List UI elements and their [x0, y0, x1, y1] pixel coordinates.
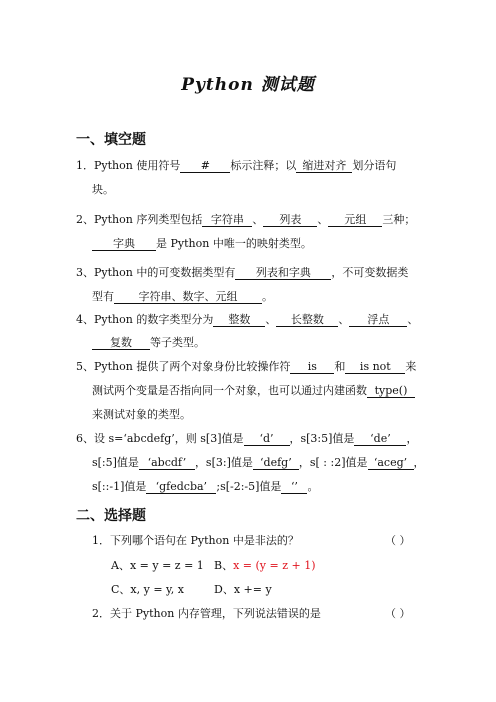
question-4-line-1: 4、Python 的数字类型分为 整数 、 长整数 、 浮点 、 [76, 313, 419, 326]
answer-blank: ‘abcdf’ [139, 457, 195, 470]
choice-question-2: 2．关于 Python 内存管理，下列说法错误的是 [92, 607, 321, 620]
question-2-line-1: 2、Python 序列类型包括 字符串 、 列表 、 元组 三种； [76, 213, 416, 226]
answer-parentheses: （ ） [385, 534, 411, 547]
answer-blank: ‘de’ [354, 433, 406, 446]
question-1-line-2: 块。 [92, 183, 114, 196]
correct-answer-highlight: x = (y = z + 1) [233, 559, 316, 572]
answer-blank: 列表 [263, 214, 317, 227]
question-6-line-2: s[:5]值是 ‘abcdf’ ，s[3:]值是 ‘defg’ ，s[ : :2]值是 ‘aceg’ ， [92, 456, 425, 469]
answer-blank: ‘d’ [244, 433, 290, 446]
section-heading-multiple-choice: 二、选择题 [76, 508, 146, 524]
answer-blank: ‘defg’ [253, 457, 299, 470]
answer-blank: 元组 [328, 214, 382, 227]
answer-blank: # [180, 160, 230, 173]
question-5-line-3: 来测试对象的类型。 [92, 408, 191, 421]
option-c: C、x, y = y, x [111, 583, 184, 596]
answer-blank: ‘’ [281, 481, 307, 494]
question-1-line-1: 1．Python 使用符号 # 标示注释；以 缩进对齐 划分语句 [76, 159, 397, 172]
answer-blank: 长整数 [276, 314, 338, 327]
answer-blank: 列表和字典 [235, 267, 331, 280]
question-4-line-2: 复数 等子类型。 [92, 334, 442, 350]
question-5-line-1: 5、Python 提供了两个对象身份比较操作符 is 和 is not 来 [76, 360, 417, 373]
choice-question-1: 1．下列哪个语句在 Python 中是非法的？ [92, 534, 299, 547]
question-3-line-1: 3、Python 中的可变数据类型有 列表和字典 ，不可变数据类 [76, 266, 409, 279]
answer-blank: 复数 [92, 337, 150, 350]
question-6-line-3: s[::-1]值是 ‘gfedcba’ ;s[-2:-5]值是 ‘’ 。 [92, 480, 319, 493]
answer-blank: is not [345, 361, 405, 374]
document-title: Python 测试题 [181, 75, 315, 95]
question-2-line-2: 字典 是 Python 中唯一的映射类型。 [92, 235, 442, 251]
answer-parentheses: （ ） [385, 607, 411, 620]
answer-blank: 字符串、数字、元组 [114, 291, 262, 304]
question-5-line-2: 测试两个变量是否指向同一个对象，也可以通过内建函数 type() [92, 382, 442, 398]
answer-blank: 整数 [213, 314, 265, 327]
answer-blank: 浮点 [349, 314, 407, 327]
question-3-line-2: 型有 字符串、数字、元组 。 [92, 290, 273, 303]
answer-blank: ‘aceg’ [368, 457, 414, 470]
question-6-line-1: 6、设 s=‘abcdefg’，则 s[3]值是 ‘d’ ，s[3:5]值是 ‘de’ ， [76, 432, 418, 445]
option-a: A、x = y = z = 1 [111, 559, 204, 572]
option-b: B、x = (y = z + 1) [214, 559, 316, 572]
answer-blank: type() [367, 385, 415, 398]
section-heading-fill-in: 一、填空题 [76, 132, 146, 148]
option-d: D、x += y [214, 583, 272, 596]
answer-blank: is [290, 361, 334, 374]
answer-blank: 缩进对齐 [296, 160, 352, 173]
answer-blank: 字典 [92, 238, 156, 251]
answer-blank: ‘gfedcba’ [146, 481, 216, 494]
answer-blank: 字符串 [202, 214, 252, 227]
